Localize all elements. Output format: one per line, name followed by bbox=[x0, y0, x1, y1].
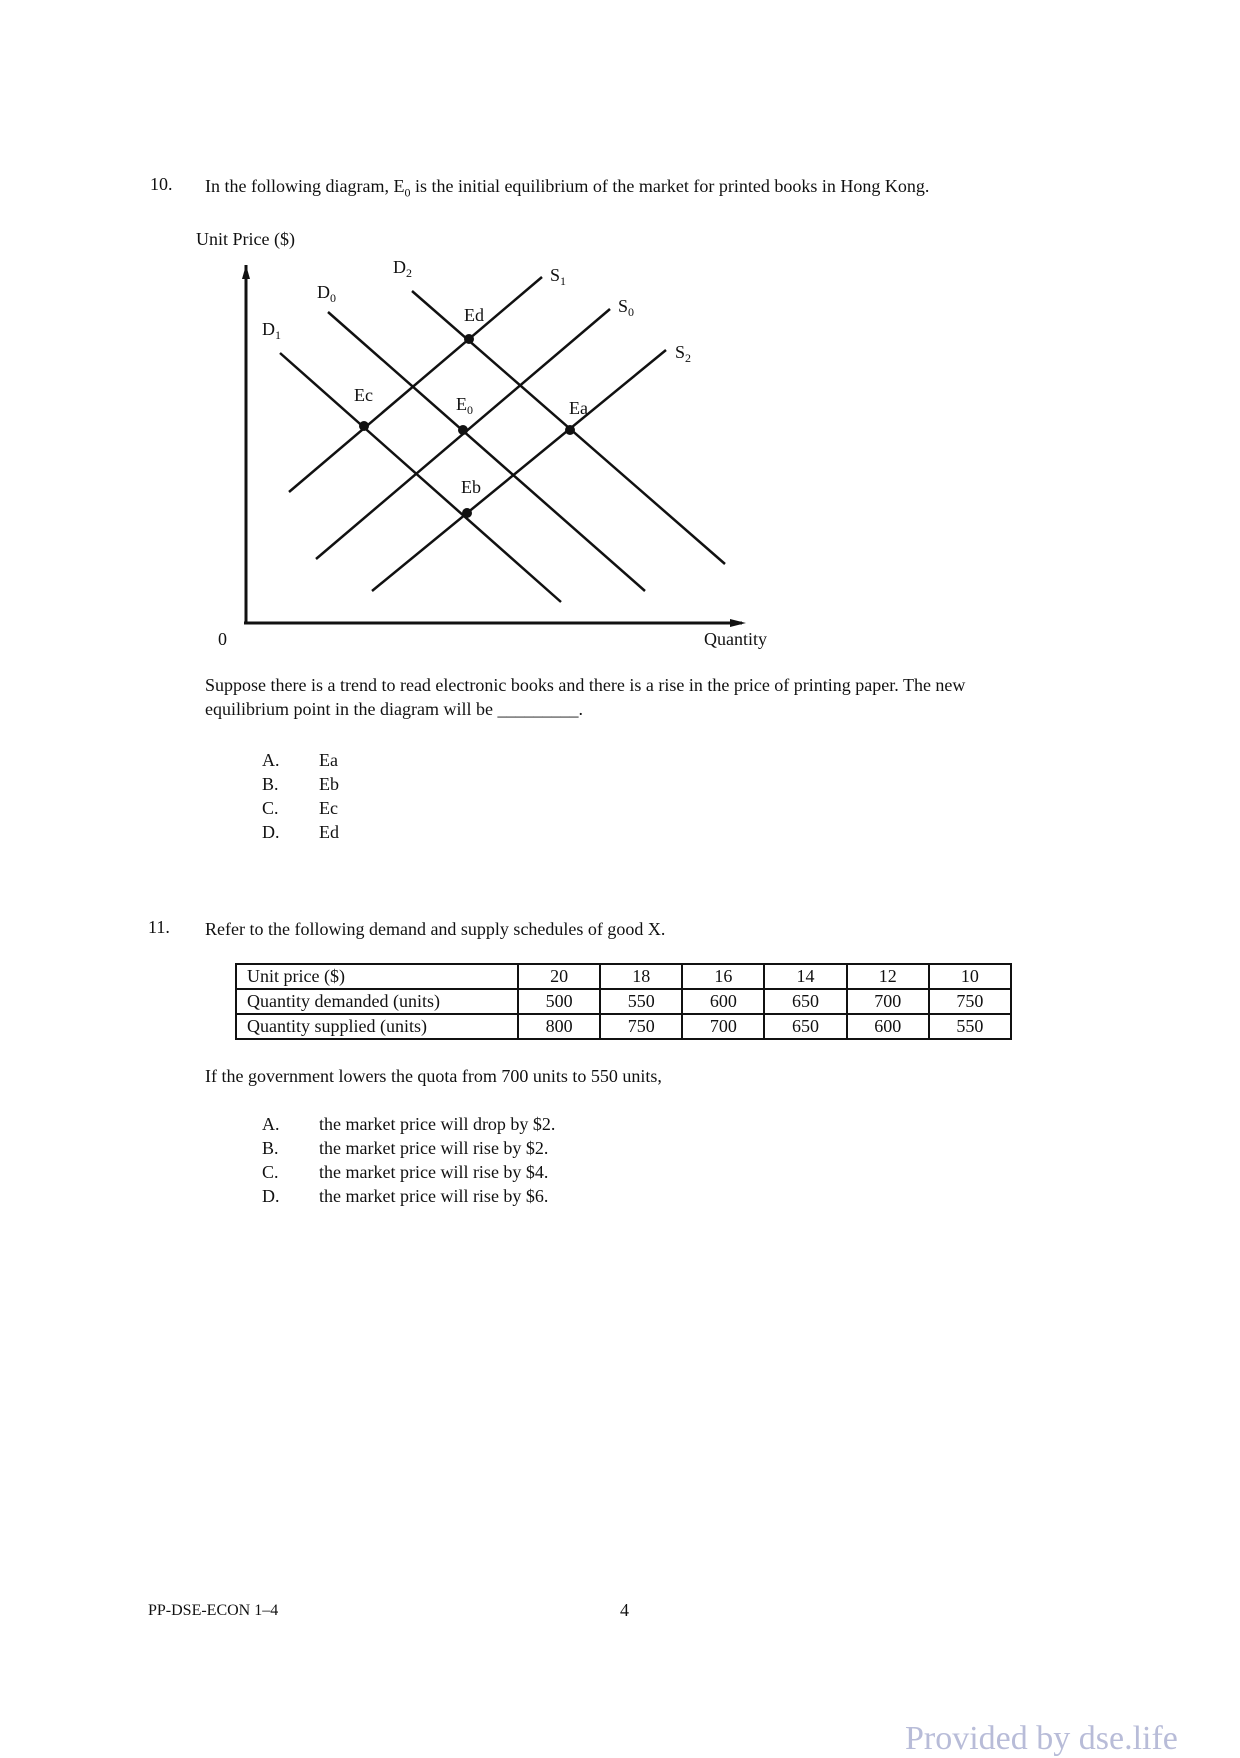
curve-label-d1: $D_1$ bbox=[262, 319, 281, 342]
option-text: Eb bbox=[319, 774, 339, 794]
option-text: Ec bbox=[319, 798, 338, 818]
y-axis-label: Unit Price ($) bbox=[196, 229, 295, 249]
point-e0-dot bbox=[458, 425, 468, 435]
option-text: Ed bbox=[319, 822, 339, 842]
question-10-stem-sub: 0 bbox=[404, 185, 411, 200]
option-text: Ea bbox=[319, 750, 338, 770]
question-10-prompt bbox=[205, 673, 1125, 721]
table-header-label: Unit price ($) bbox=[236, 964, 518, 989]
question-10-prompt-line-1: Suppose there is a trend to read electronic books and there is a rise in the price of printing paper. The new bbox=[205, 675, 966, 695]
curve-label-d0: $D_0$ bbox=[317, 282, 336, 305]
table-cell: 10 bbox=[929, 964, 1011, 989]
question-11-stem: Refer to the following demand and supply schedules of good X. bbox=[205, 919, 666, 939]
curve-label-s2: $S_2$ bbox=[675, 342, 692, 365]
point-ea-dot bbox=[565, 425, 575, 435]
question-11-prompt: If the government lowers the quota from 700 units to 550 units, bbox=[205, 1066, 662, 1086]
table-cell: 550 bbox=[929, 1014, 1011, 1039]
table-cell: 12 bbox=[847, 964, 929, 989]
table-cell: 18 bbox=[600, 964, 682, 989]
question-11-number: 11. bbox=[148, 917, 170, 937]
table-row-label: Quantity demanded (units) bbox=[236, 989, 518, 1014]
option-letter: D. bbox=[262, 1186, 280, 1206]
question-10-stem bbox=[205, 174, 929, 205]
table-row-label: Quantity supplied (units) bbox=[236, 1014, 518, 1039]
table-cell: 20 bbox=[518, 964, 600, 989]
option-letter: B. bbox=[262, 774, 279, 794]
table-cell: 650 bbox=[764, 989, 846, 1014]
option-letter: C. bbox=[262, 1162, 279, 1182]
footer-code: PP-DSE-ECON 1–4 bbox=[148, 1602, 279, 1619]
x-axis-arrow bbox=[730, 619, 746, 627]
point-label-ed: Ed bbox=[464, 305, 484, 325]
table-cell: 800 bbox=[518, 1014, 600, 1039]
point-eb-dot bbox=[462, 508, 472, 518]
origin-label: 0 bbox=[218, 629, 227, 649]
option-letter: D. bbox=[262, 822, 280, 842]
option-text: the market price will rise by $4. bbox=[319, 1162, 549, 1182]
question-10-stem-after: is the initial equilibrium of the market for printed books in Hong Kong. bbox=[410, 176, 930, 196]
option-letter: B. bbox=[262, 1138, 279, 1158]
question-10-stem-before: In the following diagram, E bbox=[205, 176, 405, 196]
table-cell: 700 bbox=[682, 1014, 764, 1039]
curve-label-d2: $D_2$ bbox=[393, 257, 412, 280]
option-text: the market price will drop by $2. bbox=[319, 1114, 556, 1134]
curve-label-s0: $S_0$ bbox=[618, 296, 635, 319]
question-10-number: 10. bbox=[150, 174, 173, 194]
table-cell: 600 bbox=[682, 989, 764, 1014]
demand-curve-d1 bbox=[280, 353, 561, 602]
option-text: the market price will rise by $2. bbox=[319, 1138, 549, 1158]
point-ed-dot bbox=[464, 334, 474, 344]
option-letter: C. bbox=[262, 798, 279, 818]
table-row-price bbox=[236, 964, 1011, 989]
x-axis-label: Quantity bbox=[704, 629, 767, 649]
table-cell: 750 bbox=[600, 1014, 682, 1039]
point-ec-dot bbox=[359, 421, 369, 431]
table-cell: 550 bbox=[600, 989, 682, 1014]
supply-demand-diagram bbox=[190, 225, 810, 655]
table-cell: 650 bbox=[764, 1014, 846, 1039]
table-cell: 500 bbox=[518, 989, 600, 1014]
table-cell: 16 bbox=[682, 964, 764, 989]
table-cell: 14 bbox=[764, 964, 846, 989]
point-label-e0: $E_0$ bbox=[456, 394, 473, 417]
footer-page-number: 4 bbox=[620, 1600, 629, 1620]
watermark: Provided by dse.life bbox=[905, 1720, 1178, 1757]
table-row-supplied bbox=[236, 1014, 1011, 1039]
table-cell: 750 bbox=[929, 989, 1011, 1014]
point-label-ea: Ea bbox=[569, 398, 588, 418]
point-label-eb: Eb bbox=[461, 477, 481, 497]
option-text: the market price will rise by $6. bbox=[319, 1186, 549, 1206]
question-10-prompt-line-2: equilibrium point in the diagram will be _________. bbox=[205, 699, 583, 719]
supply-curve-s1 bbox=[289, 277, 542, 492]
table-cell: 600 bbox=[847, 1014, 929, 1039]
curve-label-s1: $S_1$ bbox=[550, 265, 567, 288]
schedule-table bbox=[235, 963, 1012, 1040]
table-cell: 700 bbox=[847, 989, 929, 1014]
option-letter: A. bbox=[262, 750, 280, 770]
table-row-demanded bbox=[236, 989, 1011, 1014]
point-label-ec: Ec bbox=[354, 385, 373, 405]
y-axis-arrow bbox=[242, 265, 250, 279]
option-letter: A. bbox=[262, 1114, 280, 1134]
